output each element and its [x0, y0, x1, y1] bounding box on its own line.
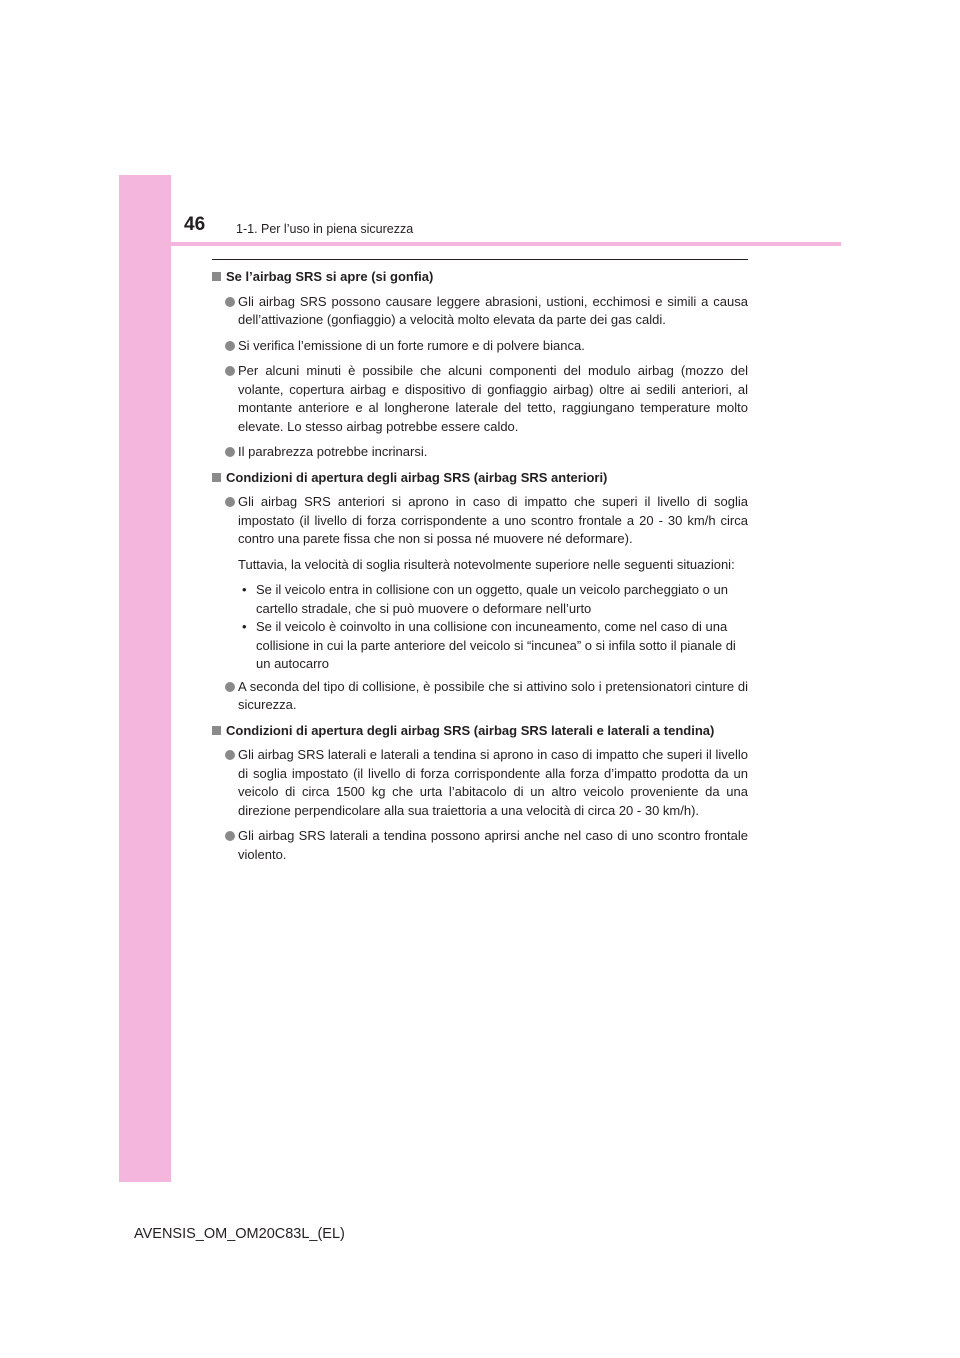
document-code: AVENSIS_OM_OM20C83L_(EL)	[134, 1226, 345, 1242]
page-number: 46	[184, 214, 206, 235]
list-item	[212, 746, 748, 820]
list-item	[212, 678, 748, 715]
square-bullet-icon	[212, 272, 221, 281]
circle-bullet-icon	[225, 447, 235, 457]
list-item-text: A seconda del tipo di collisione, è possibile che si attivino solo i pretensionatori cinture di sicurezza.	[238, 678, 748, 712]
sub-list	[212, 581, 748, 674]
square-bullet-icon	[212, 726, 221, 735]
list-item-text: Gli airbag SRS laterali a tendina possono aprirsi anche nel caso di uno scontro frontale violento.	[238, 828, 748, 862]
circle-bullet-icon	[225, 750, 235, 760]
dot-marker-icon: •	[242, 582, 247, 597]
section-heading	[212, 722, 748, 741]
list-item	[212, 827, 748, 864]
section-heading	[212, 469, 748, 488]
dot-marker-icon: •	[242, 619, 247, 634]
list-item	[212, 293, 748, 330]
heading-text: Condizioni di apertura degli airbag SRS (airbag SRS anteriori)	[226, 469, 608, 485]
page-content	[212, 268, 748, 871]
list-item-text: Si verifica l’emissione di un forte rumore e di polvere bianca.	[238, 337, 585, 353]
header-accent-bar	[171, 242, 841, 246]
list-item	[212, 362, 748, 436]
square-bullet-icon	[212, 473, 221, 482]
circle-bullet-icon	[225, 682, 235, 692]
circle-bullet-icon	[225, 341, 235, 351]
heading-text: Condizioni di apertura degli airbag SRS (airbag SRS laterali e laterali a tendina)	[226, 722, 715, 738]
list-item	[212, 337, 748, 356]
sub-list-item	[212, 618, 748, 674]
list-item-text: Gli airbag SRS possono causare leggere abrasioni, ustioni, ecchimosi e simili a causa dell’attivazione (gonfiaggio) a velocità molto elevata da parte dei gas caldi.	[238, 293, 748, 327]
circle-bullet-icon	[225, 366, 235, 376]
list-item	[212, 493, 748, 549]
paragraph: Tuttavia, la velocità di soglia risulterà notevolmente superiore nelle seguenti situazioni:	[238, 556, 735, 572]
list-item-text: Il parabrezza potrebbe incrinarsi.	[238, 444, 428, 459]
sub-list-item	[212, 581, 748, 618]
section-heading	[212, 268, 748, 287]
list-item	[212, 443, 748, 462]
sub-list-text: Se il veicolo entra in collisione con un oggetto, quale un veicolo parcheggiato o un cartello stradale, che si può muovere o deformare nell’urto	[256, 582, 728, 616]
list-item-text: Per alcuni minuti è possibile che alcuni componenti del modulo airbag (mozzo del volante, copertura airbag e dispositivo di gonfiaggio airbag) oltre ai sedili anteriori, al montante anteriore e al longherone laterale del tetto, raggiungano temperature molto elevate. Lo stesso airbag potrebbe essere caldo.	[238, 363, 748, 434]
list-item-text: Gli airbag SRS laterali e laterali a tendina si aprono in caso di impatto che superi il livello di soglia impostato (il livello di forza corrispondente alla forza d’impatto prodotta da un veicolo di circa 1500 kg che urta l’abitacolo di un altro veicolo proveniente da una direzione perpendicolare alla sua traiettoria a una velocità di circa 20 - 30 km/h).	[238, 747, 748, 818]
heading-text: Se l’airbag SRS si apre (si gonfia)	[226, 269, 434, 284]
circle-bullet-icon	[225, 497, 235, 507]
circle-bullet-icon	[225, 831, 235, 841]
sub-list-text: Se il veicolo è coinvolto in una collisione con incuneamento, come nel caso di una collisione in cui la parte anteriore del veicolo si “incunea” o si infila sotto il pianale di un autocarro	[256, 619, 736, 671]
side-tab-bar	[119, 175, 171, 1182]
circle-bullet-icon	[225, 297, 235, 307]
list-item-text: Gli airbag SRS anteriori si aprono in caso di impatto che superi il livello di soglia impostato (il livello di forza corrispondente a uno scontro frontale a 20 - 30 km/h circa contro una parete fissa che non si possa né muovere né deformare).	[238, 494, 748, 546]
header-rule	[212, 259, 748, 260]
section-title: 1-1. Per l’uso in piena sicurezza	[236, 222, 414, 236]
